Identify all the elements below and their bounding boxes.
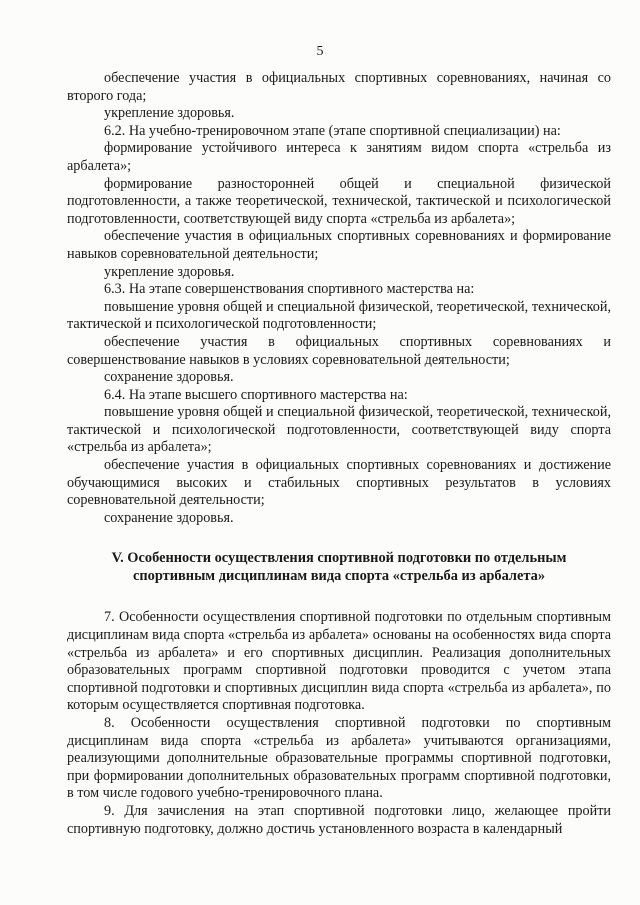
- paragraph: укрепление здоровья.: [104, 263, 235, 280]
- paragraph: сохранение здоровья.: [104, 509, 234, 526]
- page-number: 5: [316, 44, 324, 59]
- section-heading-line: V. Особенности осуществления спортивной подготовки по отдельным: [111, 550, 567, 567]
- paragraph: обеспечение участия в официальных спортивных соревнованиях и совершенствование навыков в условиях соревновательной деятельности;: [67, 333, 611, 368]
- paragraph: обеспечение участия в официальных спортивных соревнованиях и достижение обучающимися высоких и стабильных спортивных результатов в условиях соревновательной деятельности;: [67, 457, 611, 509]
- paragraph: формирование разносторонней общей и специальной физической подготовленности, а также теоретической, технической, тактической и психологической подготовленности, соответствующей виду спорта «стрельба из арбалета»;: [67, 175, 611, 227]
- paragraph: обеспечение участия в официальных спортивных соревнованиях, начиная со второго года;: [67, 70, 611, 104]
- document-body: [67, 70, 611, 838]
- paragraph: 6.2. На учебно-тренировочном этапе (этапе спортивной специализации) на:: [104, 122, 561, 139]
- paragraph: 9. Для зачисления на этап спортивной подготовки лицо, желающее пройти спортивную подготовку, должно достичь установленного возраста в календарный: [67, 802, 611, 837]
- section-heading: [67, 549, 611, 585]
- paragraph: формирование устойчивого интереса к занятиям видом спорта «стрельба из арбалета»;: [67, 140, 611, 174]
- paragraph: 6.3. На этапе совершенствования спортивного мастерства на:: [104, 281, 475, 298]
- paragraph: укрепление здоровья.: [104, 105, 235, 122]
- paragraph: повышение уровня общей и специальной физической, теоретической, технической, тактической и психологической подготовленности;: [67, 298, 611, 333]
- paragraph: 8. Особенности осуществления спортивной подготовки по спортивным дисциплинам вида спорта «стрельба из арбалета» учитываются организациями, реализующими дополнительные образовательные программы спортивной подготовки, при формировании дополнительных образовательных программ спортивной подготовки, в том числе годового учебно-тренировочного плана.: [67, 715, 611, 802]
- paragraph: 7. Особенности осуществления спортивной подготовки по отдельным спортивным дисциплинам вида спорта «стрельба из арбалета» основаны на особенностях вида спорта «стрельба из арбалета» и его спортивных дисциплин. Реализация дополнительных образовательных программ спортивной подготовки проводится с учетом этапа спортивной подготовки и спортивных дисциплин вида спорта «стрельба из арбалета», по которым осуществляется спортивная подготовка.: [67, 609, 611, 714]
- paragraph: повышение уровня общей и специальной физической, теоретической, технической, тактической и психологической подготовленности, соответствующей виду спорта «стрельба из арбалета»;: [67, 404, 611, 456]
- paragraph: обеспечение участия в официальных спортивных соревнованиях и формирование навыков соревновательной деятельности;: [67, 228, 611, 262]
- paragraph: 6.4. На этапе высшего спортивного мастерства на:: [104, 386, 408, 403]
- paragraph: сохранение здоровья.: [104, 369, 234, 386]
- section-heading-line: спортивным дисциплинам вида спорта «стрельба из арбалета»: [132, 568, 546, 585]
